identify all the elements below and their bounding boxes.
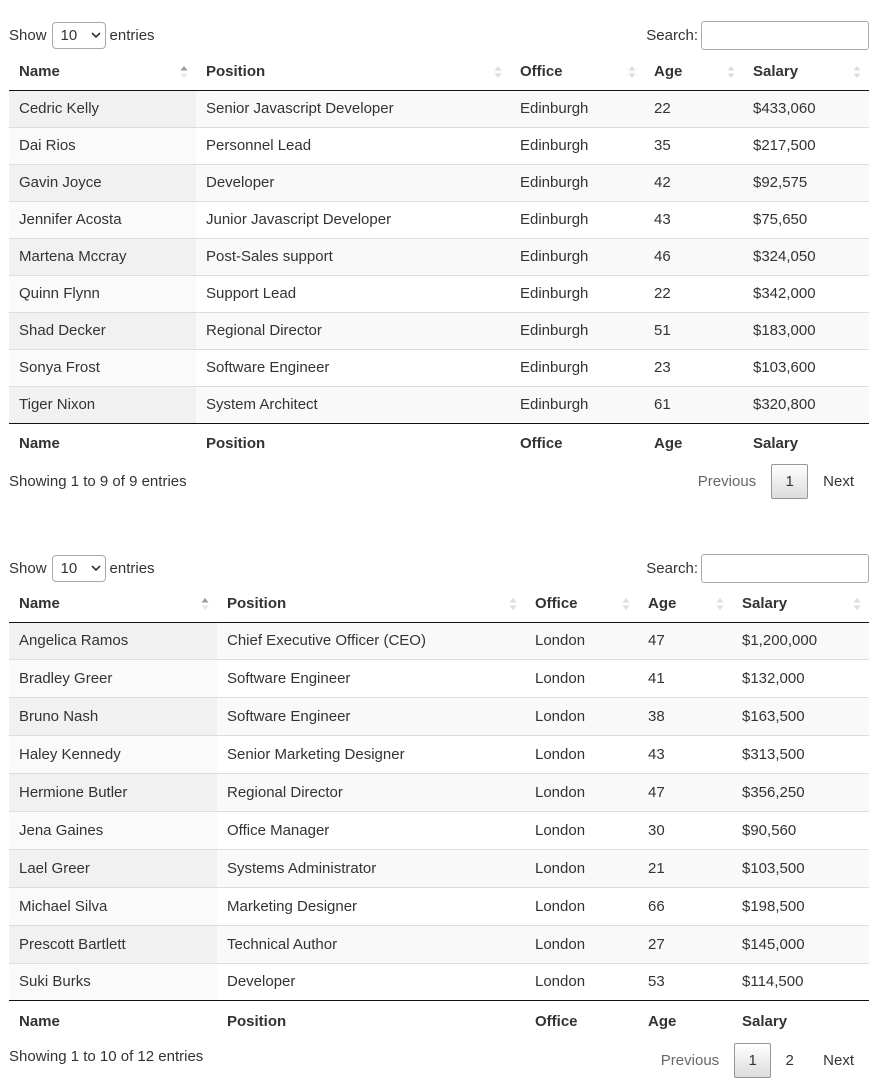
column-header-salary[interactable] [732, 586, 869, 622]
cell-salary: $90,560 [732, 811, 869, 849]
table-row [9, 386, 869, 423]
cell-salary: $92,575 [743, 164, 869, 201]
cell-office: London [525, 849, 638, 887]
column-header-label: Salary [742, 595, 788, 613]
cell-name: Cedric Kelly [9, 90, 196, 127]
cell-age: 53 [638, 963, 732, 1001]
cell-age: 23 [644, 349, 743, 386]
cell-name: Bradley Greer [9, 660, 217, 698]
table-row [9, 736, 869, 774]
cell-salary: $217,500 [743, 127, 869, 164]
table-bottom [9, 1041, 869, 1081]
cell-salary: $114,500 [732, 963, 869, 1001]
previous-button[interactable]: Previous [660, 1051, 720, 1069]
sort-icon [727, 65, 735, 79]
cell-position: Post-Sales support [196, 238, 510, 275]
column-header-salary[interactable] [743, 54, 869, 90]
table-row [9, 660, 869, 698]
cell-salary: $342,000 [743, 275, 869, 312]
cell-salary: $103,600 [743, 349, 869, 386]
cell-position: Personnel Lead [196, 127, 510, 164]
cell-position: Marketing Designer [217, 887, 525, 925]
cell-office: London [525, 811, 638, 849]
cell-name: Gavin Joyce [9, 164, 196, 201]
sort-ascending-icon [201, 597, 209, 611]
cell-office: London [525, 925, 638, 963]
column-header-label: Name [19, 595, 60, 613]
entries-length-control [9, 21, 155, 50]
cell-age: 22 [644, 90, 743, 127]
entries-select[interactable] [52, 555, 106, 582]
cell-name: Michael Silva [9, 887, 217, 925]
entries-length-control [9, 554, 155, 583]
entries-label: entries [109, 560, 155, 577]
cell-position: Developer [196, 164, 510, 201]
show-label: Show [9, 27, 47, 44]
table-row [9, 90, 869, 127]
sort-icon [716, 597, 724, 611]
column-header-label: Office [535, 595, 578, 613]
cell-salary: $145,000 [732, 925, 869, 963]
sort-icon [853, 597, 861, 611]
search-control [646, 554, 869, 583]
cell-position: Software Engineer [217, 698, 525, 736]
column-header-label: Salary [753, 63, 799, 81]
entries-select[interactable] [52, 22, 106, 49]
column-footer-name: Name [9, 1001, 217, 1041]
cell-position: Support Lead [196, 275, 510, 312]
cell-salary: $324,050 [743, 238, 869, 275]
cell-office: London [525, 698, 638, 736]
next-button[interactable]: Next [823, 1051, 854, 1069]
table-body [9, 90, 869, 423]
cell-office: Edinburgh [510, 386, 644, 423]
cell-name: Quinn Flynn [9, 275, 196, 312]
footer-row [9, 423, 869, 463]
cell-name: Hermione Butler [9, 774, 217, 812]
cell-salary: $163,500 [732, 698, 869, 736]
column-footer-salary: Salary [732, 1001, 869, 1041]
cell-name: Jena Gaines [9, 811, 217, 849]
cell-age: 41 [638, 660, 732, 698]
column-footer-position: Position [196, 423, 510, 463]
cell-name: Jennifer Acosta [9, 201, 196, 238]
cell-office: Edinburgh [510, 312, 644, 349]
chevron-down-icon [91, 565, 101, 572]
cell-office: London [525, 774, 638, 812]
employee-table [9, 586, 869, 1041]
show-label: Show [9, 560, 47, 577]
table-row [9, 201, 869, 238]
table-info: Showing 1 to 10 of 12 entries [9, 1047, 204, 1065]
column-footer-age: Age [644, 423, 743, 463]
column-header-age[interactable] [644, 54, 743, 90]
table-row [9, 887, 869, 925]
cell-office: London [525, 622, 638, 660]
table-row [9, 238, 869, 275]
cell-position: Software Engineer [196, 349, 510, 386]
column-header-label: Age [648, 595, 677, 613]
column-footer-age: Age [638, 1001, 732, 1041]
entries-label: entries [109, 27, 155, 44]
table-controls [9, 21, 869, 52]
cell-age: 51 [644, 312, 743, 349]
cell-position: Junior Javascript Developer [196, 201, 510, 238]
cell-age: 21 [638, 849, 732, 887]
cell-age: 47 [638, 622, 732, 660]
pagination [683, 464, 869, 499]
header-row [9, 54, 869, 90]
cell-position: Systems Administrator [217, 849, 525, 887]
cell-age: 35 [644, 127, 743, 164]
cell-position: Developer [217, 963, 525, 1001]
column-header-name[interactable] [9, 586, 217, 622]
employee-table [9, 54, 869, 463]
search-label: Search: [646, 560, 698, 577]
cell-position: Senior Marketing Designer [217, 736, 525, 774]
cell-name: Angelica Ramos [9, 622, 217, 660]
cell-name: Sonya Frost [9, 349, 196, 386]
column-header-label: Name [19, 63, 60, 81]
sort-icon [494, 65, 502, 79]
cell-age: 22 [644, 275, 743, 312]
previous-button[interactable]: Previous [697, 473, 757, 490]
cell-name: Shad Decker [9, 312, 196, 349]
cell-office: Edinburgh [510, 164, 644, 201]
table-row [9, 774, 869, 812]
column-header-age[interactable] [638, 586, 732, 622]
column-header-office[interactable] [510, 54, 644, 90]
cell-position: Office Manager [217, 811, 525, 849]
cell-position: Regional Director [217, 774, 525, 812]
table-row [9, 622, 869, 660]
cell-salary: $183,000 [743, 312, 869, 349]
pagination [646, 1043, 869, 1078]
table-bottom [9, 463, 869, 503]
cell-office: London [525, 963, 638, 1001]
cell-office: London [525, 736, 638, 774]
search-control [646, 21, 869, 50]
cell-salary: $132,000 [732, 660, 869, 698]
cell-salary: $320,800 [743, 386, 869, 423]
table-row [9, 698, 869, 736]
cell-name: Dai Rios [9, 127, 196, 164]
cell-salary: $198,500 [732, 887, 869, 925]
column-footer-name: Name [9, 423, 196, 463]
cell-salary: $1,200,000 [732, 622, 869, 660]
cell-age: 27 [638, 925, 732, 963]
table-row [9, 963, 869, 1001]
sort-icon [853, 65, 861, 79]
cell-age: 66 [638, 887, 732, 925]
cell-salary: $433,060 [743, 90, 869, 127]
sort-icon [628, 65, 636, 79]
cell-age: 43 [644, 201, 743, 238]
datatable-london [9, 554, 869, 1081]
cell-name: Haley Kennedy [9, 736, 217, 774]
cell-position: Senior Javascript Developer [196, 90, 510, 127]
sort-ascending-icon [180, 65, 188, 79]
cell-name: Tiger Nixon [9, 386, 196, 423]
cell-age: 43 [638, 736, 732, 774]
cell-office: London [525, 887, 638, 925]
sort-icon [509, 597, 517, 611]
cell-salary: $356,250 [732, 774, 869, 812]
cell-office: Edinburgh [510, 275, 644, 312]
search-input[interactable] [701, 554, 869, 583]
search-input[interactable] [701, 21, 869, 50]
entries-select-value: 10 [60, 27, 78, 44]
cell-office: Edinburgh [510, 349, 644, 386]
table-row [9, 349, 869, 386]
page-1-button[interactable]: 1 [771, 464, 808, 499]
table-row [9, 312, 869, 349]
column-footer-salary: Salary [743, 423, 869, 463]
page-2-button[interactable]: 2 [785, 1051, 794, 1069]
header-row [9, 586, 869, 622]
column-footer-office: Office [510, 423, 644, 463]
cell-age: 30 [638, 811, 732, 849]
entries-select-value: 10 [60, 560, 78, 577]
cell-name: Prescott Bartlett [9, 925, 217, 963]
table-row [9, 811, 869, 849]
cell-age: 61 [644, 386, 743, 423]
next-button[interactable]: Next [823, 473, 854, 490]
cell-name: Suki Burks [9, 963, 217, 1001]
column-footer-position: Position [217, 1001, 525, 1041]
cell-salary: $313,500 [732, 736, 869, 774]
cell-office: Edinburgh [510, 127, 644, 164]
cell-age: 46 [644, 238, 743, 275]
column-header-office[interactable] [525, 586, 638, 622]
datatable-edinburgh [9, 21, 869, 503]
cell-age: 47 [638, 774, 732, 812]
cell-position: System Architect [196, 386, 510, 423]
column-header-label: Office [520, 63, 563, 81]
cell-position: Technical Author [217, 925, 525, 963]
table-body [9, 622, 869, 1001]
cell-office: London [525, 660, 638, 698]
column-header-label: Position [227, 595, 287, 613]
column-header-position[interactable] [196, 54, 510, 90]
cell-age: 38 [638, 698, 732, 736]
cell-salary: $103,500 [732, 849, 869, 887]
cell-name: Lael Greer [9, 849, 217, 887]
cell-age: 42 [644, 164, 743, 201]
column-footer-office: Office [525, 1001, 638, 1041]
table-row [9, 164, 869, 201]
cell-office: Edinburgh [510, 238, 644, 275]
cell-position: Regional Director [196, 312, 510, 349]
column-header-name[interactable] [9, 54, 196, 90]
column-header-label: Age [654, 63, 683, 81]
cell-office: Edinburgh [510, 201, 644, 238]
sort-icon [622, 597, 630, 611]
table-row [9, 925, 869, 963]
table-row [9, 849, 869, 887]
search-label: Search: [646, 27, 698, 44]
table-controls [9, 554, 869, 585]
cell-position: Chief Executive Officer (CEO) [217, 622, 525, 660]
column-header-label: Position [206, 63, 266, 81]
cell-position: Software Engineer [217, 660, 525, 698]
table-info: Showing 1 to 9 of 9 entries [9, 473, 187, 490]
page-1-button[interactable]: 1 [734, 1043, 771, 1078]
column-header-position[interactable] [217, 586, 525, 622]
table-row [9, 275, 869, 312]
footer-row [9, 1001, 869, 1041]
cell-name: Martena Mccray [9, 238, 196, 275]
cell-name: Bruno Nash [9, 698, 217, 736]
cell-salary: $75,650 [743, 201, 869, 238]
chevron-down-icon [91, 32, 101, 39]
cell-office: Edinburgh [510, 90, 644, 127]
table-row [9, 127, 869, 164]
